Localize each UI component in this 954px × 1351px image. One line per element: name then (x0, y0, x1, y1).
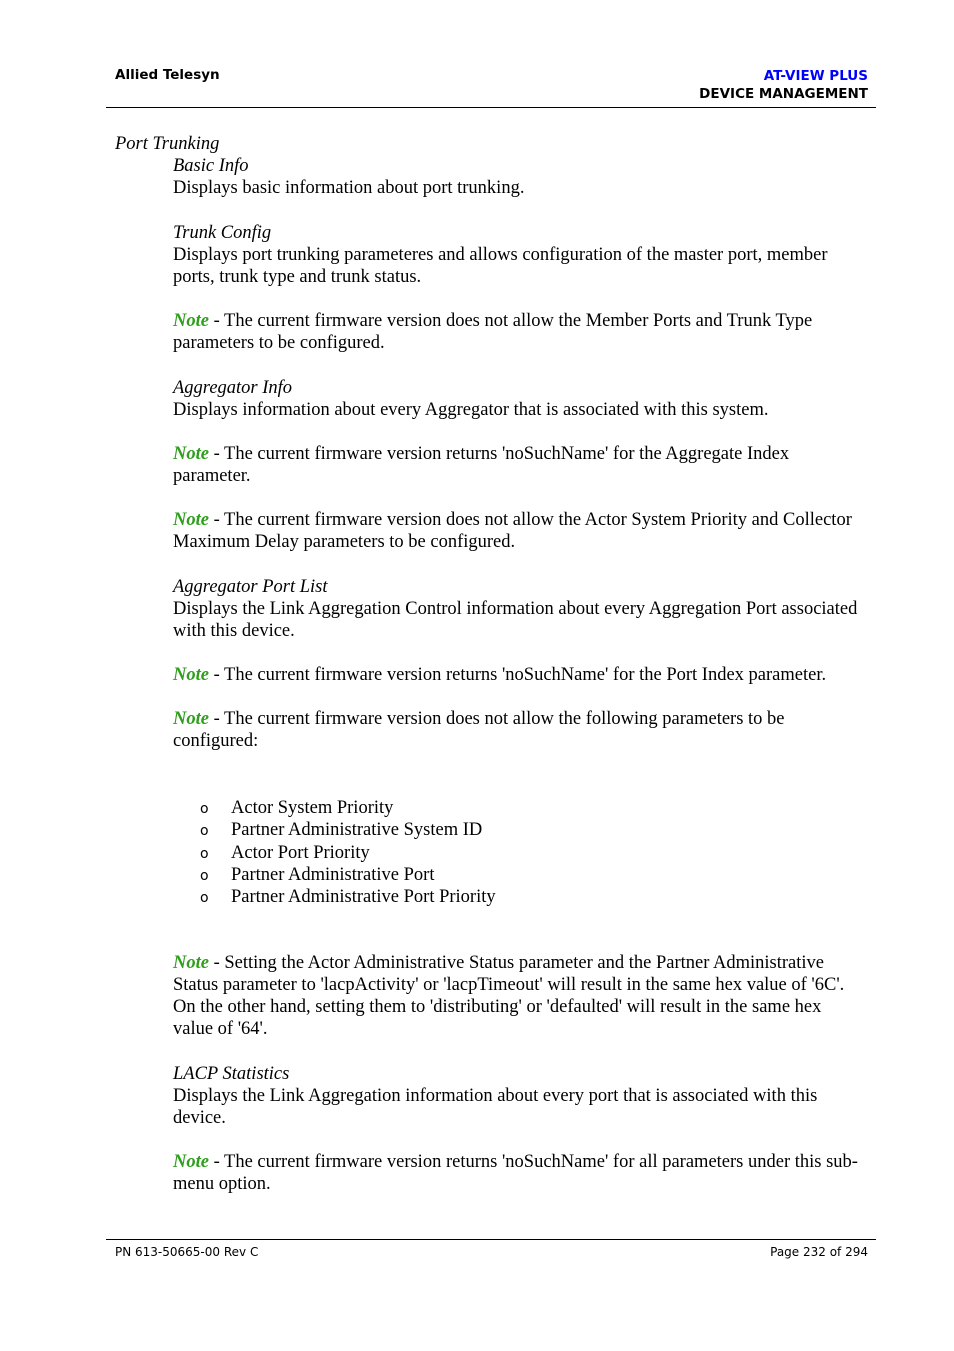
header-company: Allied Telesyn (115, 67, 220, 83)
list-item (200, 864, 860, 886)
basic-info-block (173, 155, 863, 199)
list-item (200, 819, 860, 841)
list-item-text: Actor System Priority (231, 798, 394, 818)
aggregator-port-list-note-3 (173, 952, 863, 1040)
footer-part-number: PN 613-50665-00 Rev C (115, 1245, 259, 1259)
aggregator-port-list-block (173, 576, 863, 642)
lacp-statistics-title: LACP Statistics (173, 1064, 290, 1084)
list-item (200, 886, 860, 908)
list-item (200, 797, 860, 819)
note-label: Note (173, 510, 209, 530)
lacp-statistics-note (173, 1151, 863, 1195)
note-text: - The current firmware version does not allow the following parameters to be configured: (173, 709, 785, 751)
aggregator-info-block (173, 377, 863, 421)
aggregator-port-list-note-2 (173, 708, 863, 752)
note-label: Note (173, 953, 209, 973)
note-label: Note (173, 1152, 209, 1172)
trunk-config-title: Trunk Config (173, 223, 272, 243)
parameter-list (200, 797, 860, 908)
note-label: Note (173, 311, 209, 331)
aggregator-port-list-title: Aggregator Port List (173, 577, 328, 597)
section-title: Port Trunking (115, 134, 220, 154)
bullet-icon: o (200, 801, 209, 817)
header-right (699, 67, 868, 103)
bullet-icon: o (200, 890, 209, 906)
bullet-icon: o (200, 867, 209, 884)
footer-page-number: Page 232 of 294 (770, 1245, 868, 1259)
header-section: DEVICE MANAGEMENT (699, 86, 868, 102)
basic-info-text: Displays basic information about port trunking. (173, 178, 525, 198)
aggregator-info-title: Aggregator Info (173, 378, 293, 398)
note-label: Note (173, 665, 209, 685)
aggregator-port-list-text: Displays the Link Aggregation Control information about every Aggregation Port associated with this device. (173, 599, 858, 641)
trunk-config-block (173, 222, 863, 288)
bullet-icon: o (200, 823, 209, 840)
aggregator-info-note-1 (173, 443, 863, 487)
aggregator-info-note-2 (173, 509, 863, 553)
list-item-text: Partner Administrative Port Priority (231, 887, 496, 907)
note-text: - The current firmware version returns 'noSuchName' for all parameters under this sub-menu option. (173, 1152, 858, 1194)
lacp-statistics-text: Displays the Link Aggregation information about every port that is associated with this device. (173, 1086, 818, 1128)
note-text: - Setting the Actor Administrative Status parameter and the Partner Administrative Status parameter to 'lacpActivity' or 'lacpTimeout' will result in the same hex value of '6C'. On the other hand, setting them to 'distributing' or 'defaulted' will result in the same hex value of '64'. (173, 953, 845, 1039)
trunk-config-text: Displays port trunking parameteres and allows configuration of the master port, member ports, trunk type and trunk status. (173, 245, 828, 287)
note-text: - The current firmware version does not allow the Actor System Priority and Collector Maximum Delay parameters to be configured. (173, 510, 852, 552)
bullet-icon: o (200, 845, 209, 862)
aggregator-port-list-note-1 (173, 664, 863, 686)
note-label: Note (173, 444, 209, 464)
lacp-statistics-block (173, 1063, 863, 1129)
trunk-config-note (173, 310, 863, 354)
list-item-text: Actor Port Priority (231, 842, 370, 863)
header-divider (106, 107, 876, 108)
basic-info-title: Basic Info (173, 156, 249, 176)
note-label: Note (173, 709, 209, 729)
list-item (200, 842, 860, 864)
note-text: - The current firmware version returns 'noSuchName' for the Port Index parameter. (208, 665, 827, 685)
header-product: AT-VIEW PLUS (763, 68, 868, 84)
note-text: - The current firmware version does not allow the Member Ports and Trunk Type parameters to be configured. (173, 311, 813, 353)
list-item-text: Partner Administrative System ID (231, 820, 483, 841)
note-text: - The current firmware version returns 'noSuchName' for the Aggregate Index parameter. (173, 444, 790, 486)
aggregator-info-text: Displays information about every Aggregator that is associated with this system. (173, 400, 769, 420)
footer-divider (106, 1239, 876, 1240)
list-item-text: Partner Administrative Port (231, 864, 435, 885)
